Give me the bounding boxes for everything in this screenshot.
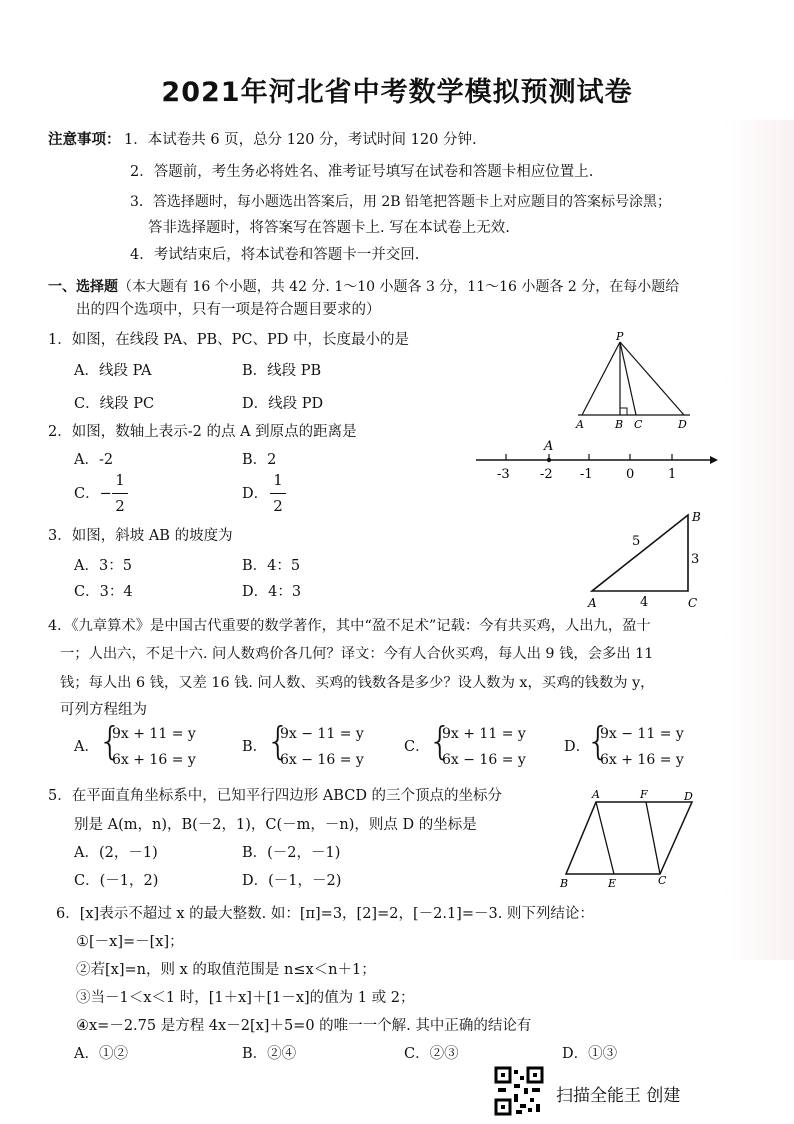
q5-segment-ae (596, 802, 614, 874)
q2-d-numerator: 1 (273, 471, 283, 489)
q4-b-brace: { (266, 719, 291, 763)
q3-option-b: B．4：5 (242, 558, 301, 574)
q2-option-b: B．2 (242, 452, 277, 468)
q5-segment-fc (646, 802, 660, 874)
note-item-1: 1．本试卷共 6 页，总分 120 分，考试时间 120 分钟. (124, 132, 477, 148)
q4-option-d-label: D． (564, 739, 591, 755)
q1-segment-pd (620, 342, 684, 415)
q1-right-angle (620, 408, 627, 415)
q2-c-numerator: 1 (115, 471, 125, 489)
q1-segment-pc (620, 342, 636, 415)
axis-arrow (710, 456, 718, 464)
q2-c-frac-line (112, 493, 128, 494)
q2-number-line (470, 434, 720, 484)
note-item-4: 4．考试结束后，将本试卷和答题卡一并交回. (130, 247, 420, 263)
q5-label-a: A (592, 788, 600, 801)
q5-label-f: F (640, 788, 648, 801)
q4-d-eq1: 9x − 11 = y (600, 726, 684, 742)
q2-option-a: A．-2 (74, 452, 114, 468)
q6-statement-2: ②若[x]=n，则 x 的取值范围是 n≤x＜n＋1； (76, 962, 376, 978)
q4-line-3: 钱；每人出 6 钱，又差 16 钱. 问人数、买鸡的钱数各是多少？设人数为 x，买鸡的钱数为 y， (60, 675, 655, 691)
q1-label-a: A (576, 418, 584, 430)
q4-a-eq1: 9x + 11 = y (112, 726, 196, 742)
q4-line-1: 4．《九章算术》是中国古代重要的数学著作，其中“盈不足术”记载：今有共买鸡，人出九，盈十 (48, 618, 651, 634)
q6-statement-1: ①[－x]=－[x]； (76, 934, 184, 950)
q6-option-b: B．②④ (242, 1046, 297, 1062)
q3-option-a: A．3：5 (74, 558, 132, 574)
note-item-3: 3．答选择题时，每小题选出答案后，用 2B 铅笔把答题卡上对应题目的答案标号涂黑； (130, 194, 672, 210)
q6-stem: 6．[x]表示不超过 x 的最大整数. 如：[π]=3，[2]=2，[－2.1]=－3. 则下列结论： (56, 906, 594, 922)
q3-option-c: C．3：4 (74, 584, 133, 600)
q2-option-c-prefix: C．− (74, 486, 112, 502)
q5-figure (558, 786, 704, 892)
q5-option-b: B．(－2，－1) (242, 845, 341, 861)
q4-c-eq1: 9x + 11 = y (442, 726, 526, 742)
q4-line-2: 一；人出六，不足十六. 问人数鸡价各几何？译文：今有人合伙买鸡，每人出 9 钱，会多出 11 (60, 646, 654, 662)
q1-option-a: A．线段 PA (74, 363, 152, 379)
footer-text: 扫描全能王 创建 (556, 1086, 681, 1106)
q3-triangle (592, 515, 688, 591)
q5-option-a: A．(2，－1) (74, 845, 158, 861)
q5-line-2: 别是 A(m，n)，B(－2，1)，C(－m，－n)，则点 D 的坐标是 (74, 817, 477, 833)
point-a-label: A (544, 439, 554, 454)
q5-label-e: E (608, 877, 617, 890)
q3-base-length: 4 (640, 595, 649, 610)
scan-smudge (724, 120, 794, 960)
q1-option-c: C．线段 PC (74, 396, 155, 412)
section-desc-1: （本大题有 16 个小题，共 42 分. 1～10 小题各 3 分，11～16 小题各 2 分，在每小题给 (118, 279, 680, 295)
q4-b-eq2: 6x − 16 = y (280, 752, 364, 768)
q1-figure (568, 330, 698, 430)
q1-label-c: C (634, 418, 643, 430)
q5-option-c: C．(－1，2) (74, 873, 159, 889)
q1-label-p: P (616, 330, 624, 343)
q1-option-d: D．线段 PD (242, 396, 324, 412)
q4-option-c-label: C． (404, 739, 430, 755)
q4-line-4: 可列方程组为 (60, 702, 147, 718)
q6-option-a: A．①② (74, 1046, 128, 1062)
notes-label: 注意事项： (48, 132, 121, 148)
q1-label-b: B (615, 418, 624, 430)
note-item-2: 2．答题前，考生务必将姓名、准考证号填写在试卷和答题卡相应位置上. (130, 164, 594, 180)
tick-label-1: 1 (668, 467, 677, 482)
q3-vert-length: 3 (691, 552, 700, 567)
q1-option-b: B．线段 PB (242, 363, 322, 379)
q3-label-a: A (588, 596, 597, 610)
q4-a-brace: { (98, 719, 123, 763)
q3-figure (580, 505, 710, 613)
q3-hyp-length: 5 (632, 534, 641, 549)
q5-line-1: 5．在平面直角坐标系中，已知平行四边形 ABCD 的三个顶点的坐标分 (48, 788, 503, 804)
tick-label-0: 0 (626, 467, 635, 482)
q6-statement-4: ④x=－2.75 是方程 4x－2[x]＋5=0 的唯一一个解. 其中正确的结论有 (76, 1018, 532, 1034)
q5-parallelogram (566, 802, 692, 874)
q5-label-d: D (684, 790, 693, 803)
q5-label-b: B (560, 877, 569, 890)
q2-option-d-prefix: D． (242, 486, 269, 502)
point-a (547, 458, 551, 462)
q3-stem: 3．如图，斜坡 AB 的坡度为 (48, 528, 233, 544)
tick-label-m3: -3 (497, 467, 510, 482)
q6-option-d: D．①③ (562, 1046, 618, 1062)
q2-c-denominator: 2 (115, 497, 125, 515)
q3-option-d: D．4：3 (242, 584, 302, 600)
q4-c-brace: { (428, 719, 453, 763)
q5-label-c: C (658, 874, 667, 887)
q4-b-eq1: 9x − 11 = y (280, 726, 364, 742)
q6-statement-3: ③当－1＜x＜1 时，[1＋x]＋[1－x]的值为 1 或 2； (76, 990, 415, 1006)
q4-d-brace: { (586, 719, 611, 763)
note-item-3b: 答非选择题时，将答案写在答题卡上. 写在本试卷上无效. (148, 220, 510, 236)
q4-option-a-label: A． (74, 739, 99, 755)
tick-label-m2: -2 (540, 467, 553, 482)
tick-label-m1: -1 (580, 467, 593, 482)
q2-stem: 2．如图，数轴上表示-2 的点 A 到原点的距离是 (48, 424, 357, 440)
q4-a-eq2: 6x + 16 = y (112, 752, 196, 768)
section-desc-2: 出的四个选项中，只有一项是符合题目要求的） (76, 302, 381, 318)
q4-c-eq2: 6x − 16 = y (442, 752, 526, 768)
q6-option-c: C．②③ (404, 1046, 459, 1062)
q1-stem: 1．如图，在线段 PA、PB、PC、PD 中，长度最小的是 (48, 332, 409, 348)
q5-option-d: D．(－1，－2) (242, 873, 342, 889)
section-line-1 (48, 277, 679, 297)
section-heading: 一、选择题 (48, 279, 118, 295)
q1-label-d: D (678, 418, 687, 430)
page-title: 2021年河北省中考数学模拟预测试卷 (161, 77, 633, 108)
q4-d-eq2: 6x + 16 = y (600, 752, 684, 768)
qr-code-icon (494, 1066, 544, 1116)
q2-d-denominator: 2 (273, 497, 283, 515)
q1-segment-pa (582, 342, 620, 415)
q4-option-b-label: B． (242, 739, 268, 755)
q3-label-b: B (692, 510, 701, 524)
q3-label-c: C (688, 596, 698, 610)
q2-d-frac-line (270, 493, 286, 494)
